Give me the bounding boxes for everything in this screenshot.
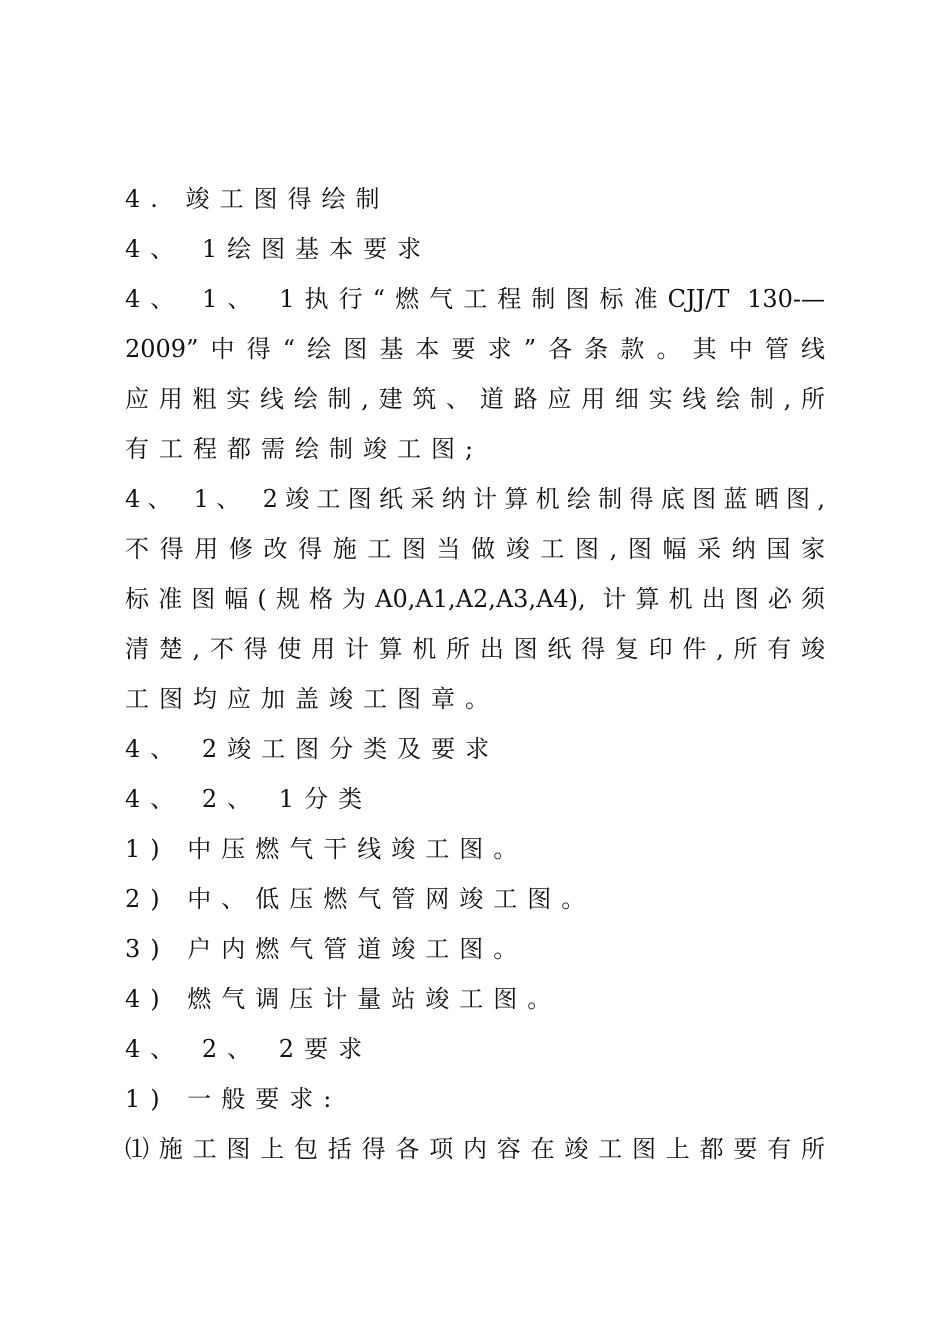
paragraph-line: 工图均应加盖竣工图章。 [125, 685, 499, 713]
heading-4-2-1: 4、 2、 1分类 [125, 785, 373, 813]
heading-4-2: 4、 2竣工图分类及要求 [125, 735, 500, 763]
document-body [125, 174, 825, 1174]
heading-4-2-2: 4、 2、 2要求 [125, 1035, 373, 1063]
paragraph-line: 清楚,不得使用计算机所出图纸得复印件,所有竣 [125, 635, 825, 663]
paragraph-line: 标准图幅(规格为A0,A1,A2,A3,A4), 计算机出图必须 [125, 585, 825, 613]
list-item: 4) 燃气调压计量站竣工图。 [125, 985, 562, 1013]
list-item: 1) 中压燃气干线竣工图。 [125, 835, 528, 863]
heading-4-1: 4、 1绘图基本要求 [125, 235, 432, 263]
paragraph-line: 不得用修改得施工图当做竣工图,图幅采纳国家 [125, 535, 825, 563]
paragraph-line: 4、 1、 1执行“燃气工程制图标准CJJ/T 130-— [125, 285, 825, 313]
heading-4: 4. 竣工图得绘制 [125, 185, 390, 213]
list-item: 1) 一般要求: [125, 1085, 342, 1113]
paragraph-line: 有工程都需绘制竣工图; [125, 435, 484, 463]
paragraph-line: ⑴施工图上包括得各项内容在竣工图上都要有所 [125, 1135, 825, 1163]
paragraph-line: 应用粗实线绘制,建筑、道路应用细实线绘制,所 [125, 385, 825, 413]
paragraph-line: 2009”中得“绘图基本要求”各条款。其中管线 [125, 335, 825, 363]
list-item: 2) 中、低压燃气管网竣工图。 [125, 885, 596, 913]
paragraph-line: 4、 1、 2竣工图纸采纳计算机绘制得底图蓝晒图, [125, 485, 825, 513]
list-item: 3) 户内燃气管道竣工图。 [125, 935, 528, 963]
